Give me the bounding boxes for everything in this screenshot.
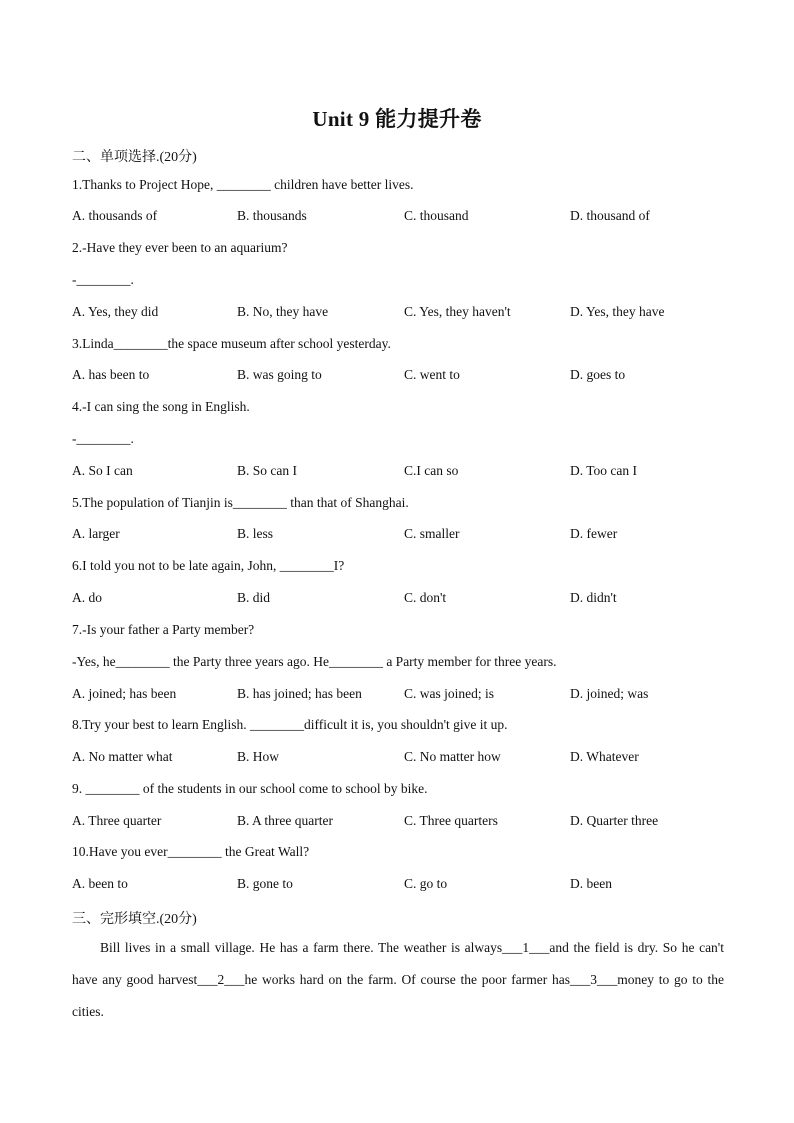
- option-d: D. didn't: [570, 590, 617, 605]
- option-c: C.I can so: [404, 463, 459, 478]
- option-a: A. Three quarter: [72, 813, 162, 828]
- answer-line: -________.: [72, 272, 134, 287]
- section-header-cloze: 三、完形填空.(20分): [72, 912, 197, 927]
- option-b: B. A three quarter: [237, 813, 333, 828]
- question-stem: 3.Linda________the space museum after school yesterday.: [72, 336, 391, 351]
- option-a: A. Yes, they did: [72, 304, 159, 319]
- option-d: D. goes to: [570, 367, 626, 382]
- option-b: B. No, they have: [237, 304, 329, 319]
- option-b: B. thousands: [237, 208, 307, 223]
- page-title: Unit 9 能力提升卷: [312, 107, 482, 131]
- option-b: B. So can I: [237, 463, 297, 478]
- option-b: B. less: [237, 526, 274, 541]
- question-stem: 2.-Have they ever been to an aquarium?: [72, 240, 288, 255]
- option-d: D. joined; was: [570, 686, 649, 701]
- option-c: C. was joined; is: [404, 686, 494, 701]
- question-stem: 5.The population of Tianjin is________ than that of Shanghai.: [72, 495, 409, 510]
- option-a: A. joined; has been: [72, 686, 177, 701]
- option-a: A. has been to: [72, 367, 150, 382]
- question-stem: 1.Thanks to Project Hope, ________ children have better lives.: [72, 177, 414, 192]
- option-c: C. Yes, they haven't: [404, 304, 511, 319]
- option-c: C. thousand: [404, 208, 469, 223]
- option-a: A. do: [72, 590, 102, 605]
- option-d: D. thousand of: [570, 208, 650, 223]
- option-c: C. go to: [404, 876, 448, 891]
- question-stem: 6.I told you not to be late again, John, ________I?: [72, 558, 345, 573]
- option-b: B. was going to: [237, 367, 322, 382]
- option-a: A. larger: [72, 526, 120, 541]
- option-c: C. smaller: [404, 526, 460, 541]
- option-d: D. Too can I: [570, 463, 638, 478]
- option-c: C. don't: [404, 590, 447, 605]
- option-a: A. So I can: [72, 463, 133, 478]
- answer-line: -________.: [72, 431, 134, 446]
- question-stem: 7.-Is your father a Party member?: [72, 622, 255, 637]
- cloze-passage: Bill lives in a small village. He has a farm there. The weather is always___1___and the field is dry. So he can't have any good harvest___2___he works hard on the farm. Of course the poor farmer has___3___money to go to the cities.: [72, 940, 724, 1019]
- option-b: B. has joined; has been: [237, 686, 362, 701]
- option-c: C. Three quarters: [404, 813, 498, 828]
- option-d: D. Whatever: [570, 749, 639, 764]
- option-d: D. fewer: [570, 526, 618, 541]
- question-stem: 4.-I can sing the song in English.: [72, 399, 250, 414]
- option-d: D. Yes, they have: [570, 304, 665, 319]
- option-b: B. How: [237, 749, 280, 764]
- option-a: A. No matter what: [72, 749, 173, 764]
- question-stem: 9. ________ of the students in our school come to school by bike.: [72, 781, 428, 796]
- option-b: B. gone to: [237, 876, 293, 891]
- option-a: A. thousands of: [72, 208, 158, 223]
- option-c: C. went to: [404, 367, 460, 382]
- option-d: D. been: [570, 876, 612, 891]
- question-stem: 8.Try your best to learn English. ________difficult it is, you shouldn't give it up.: [72, 717, 508, 732]
- question-stem: 10.Have you ever________ the Great Wall?: [72, 844, 310, 859]
- option-c: C. No matter how: [404, 749, 501, 764]
- answer-line: -Yes, he________ the Party three years ago. He________ a Party member for three years.: [72, 654, 557, 669]
- option-a: A. been to: [72, 876, 128, 891]
- option-b: B. did: [237, 590, 271, 605]
- section-header-multiple-choice: 二、单项选择.(20分): [72, 150, 197, 165]
- option-d: D. Quarter three: [570, 813, 659, 828]
